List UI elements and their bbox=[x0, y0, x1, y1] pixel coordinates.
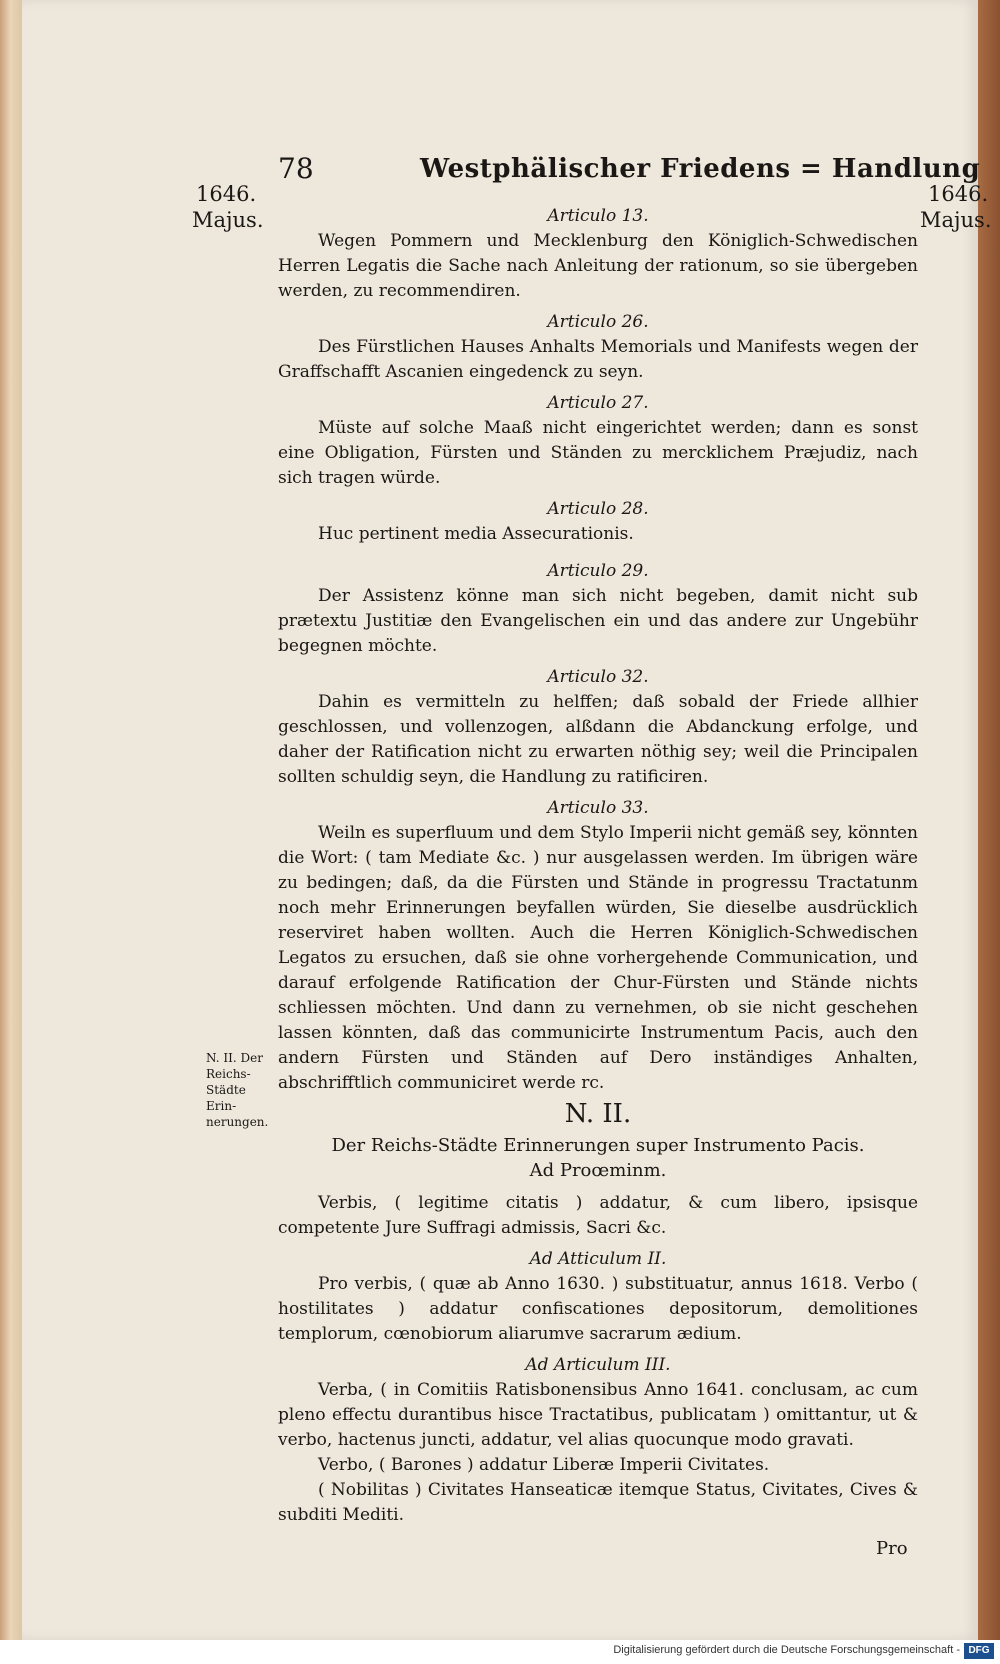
article-heading: Articulo 32. bbox=[547, 667, 649, 687]
article-heading: Articulo 26. bbox=[547, 312, 649, 332]
article-heading: Articulo 29. bbox=[547, 561, 649, 581]
margin-year-left: 1646. bbox=[196, 182, 257, 206]
catchword: Pro bbox=[876, 1538, 908, 1559]
paragraph-text: Verbo, ( Barones ) addatur Liberæ Imperii Civitates. bbox=[318, 1455, 770, 1475]
article-text: Weiln es superfluum und dem Stylo Imperii nicht gemäß sey, könnten die Wort: ( tam Mediate &c. ) nur ausgelassen werden. Im übrigen wäre zu bedingen; daß, da die Fürsten und Stände in progressu Tractatunm noch mehr Erinnerungen beyfallen würden, Sie dieselbe ausdrücklich reserviret haben wollten. Auch die Herren Königlich-Schwedischen Legatos zu ersuchen, daß sie ohne vorhergehende Communication, und darauf erfolgende Ratification der Chur-Fürsten und Stände nichts schliessen möchten. Und dann zu vernehmen, ob sie nicht geschehen lassen könnten, daß das communicirte Instrumentum Pacis, auch den andern Fürsten und Ständen auf Dero inständiges Anhalten, abschrifftlich communiciret werde rc. bbox=[278, 823, 918, 1093]
section-subheading: Ad Proœminm. bbox=[529, 1160, 667, 1181]
article-text: Der Assistenz könne man sich nicht begeben, damit nicht sub prætextu Justitiæ den Evangelischen ein und das andere zur Ungebühr begegnen möchte. bbox=[278, 586, 918, 656]
article-text: Dahin es vermitteln zu helffen; daß sobald der Friede allhier geschlossen, und vollenzogen, alßdann die Abdanckung erfolge, und daher der Ratification nicht zu erwarten nöthig sey; weil die Principalen sollten schuldig seyn, die Handlung zu ratificiren. bbox=[278, 692, 918, 787]
paragraph-text: ( Nobilitas ) Civitates Hanseaticæ itemque Status, Civitates, Cives & subditi Mediti. bbox=[278, 1480, 918, 1525]
margin-year-right: 1646. bbox=[928, 182, 989, 206]
dfg-logo-icon: DFG bbox=[964, 1643, 994, 1659]
article-heading: Articulo 27. bbox=[547, 393, 649, 413]
footer-credit: Digitalisierung gefördert durch die Deutsche Forschungsgemeinschaft - bbox=[613, 1644, 960, 1656]
page-number: 78 bbox=[278, 152, 314, 185]
article-text: Müste auf solche Maaß nicht eingerichtet werden; dann es sonst eine Obligation, Fürsten und Ständen zu mercklichem Præjudiz, nach sich tragen würde. bbox=[278, 418, 918, 488]
paragraph-text: Pro verbis, ( quæ ab Anno 1630. ) substituatur, annus 1618. Verbo ( hostilitates ) addatur confiscationes depositorum, demolitiones templorum, cœnobiorum aliarumve sacrarum ædium. bbox=[278, 1274, 918, 1344]
main-text bbox=[278, 204, 918, 1534]
section-title: Der Reichs-Städte Erinnerungen super Instrumento Pacis. bbox=[331, 1135, 865, 1156]
margin-note: N. II. Der Reichs-Städte Erin-nerungen. bbox=[206, 1051, 269, 1129]
article-text: Huc pertinent media Assecurationis. bbox=[318, 524, 634, 544]
book-binding-right bbox=[978, 0, 1000, 1640]
article-heading: Articulo 33. bbox=[547, 798, 649, 818]
section-number: N. II. bbox=[564, 1099, 632, 1129]
article-heading: Ad Articulum III. bbox=[525, 1355, 671, 1375]
article-heading: Articulo 28. bbox=[547, 499, 649, 519]
article-text: Wegen Pommern und Mecklenburg den Königlich-Schwedischen Herren Legatis die Sache nach Anleitung der rationum, so sie übergeben werden, zu recommendiren. bbox=[278, 231, 918, 301]
margin-month-right: Majus. bbox=[920, 208, 992, 232]
article-text: Des Fürstlichen Hauses Anhalts Memorials und Manifests wegen der Graffschafft Ascanien eingedenck zu seyn. bbox=[278, 337, 918, 382]
running-title: Westphälischer Friedens = Handlung bbox=[420, 154, 981, 184]
article-heading: Articulo 13. bbox=[547, 206, 649, 226]
article-heading: Ad Atticulum II. bbox=[529, 1249, 667, 1269]
footer-bar bbox=[0, 1640, 1000, 1664]
paragraph-text: Verbis, ( legitime citatis ) addatur, & cum libero, ipsisque competente Jure Suffragi admissis, Sacri &c. bbox=[278, 1193, 918, 1238]
margin-month-left: Majus. bbox=[192, 208, 264, 232]
paragraph-text: Verba, ( in Comitiis Ratisbonensibus Anno 1641. conclusam, ac cum pleno effectu durantibus hisce Tractatibus, publicatam ) omittantur, ut & verbo, hactenus juncti, addatur, vel alias quocunque modo gravati. bbox=[278, 1380, 918, 1450]
